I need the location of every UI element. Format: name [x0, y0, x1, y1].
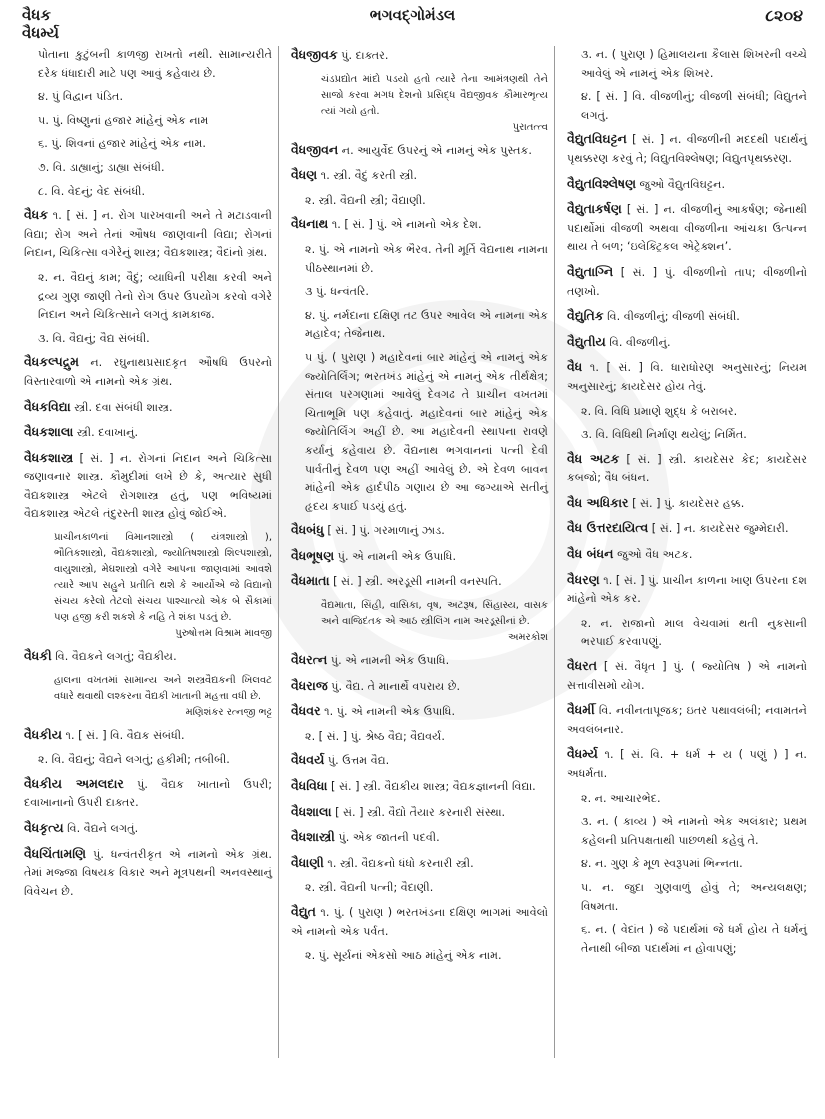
dictionary-entry: [24, 353, 272, 391]
entry-definition: વિ. વીજળીનું.: [609, 335, 671, 349]
dictionary-entry: [567, 358, 807, 396]
dictionary-entry: [567, 519, 807, 539]
entry-headword: વૈધકી: [24, 648, 52, 664]
entry-headword: વૈધચિંતામણિ: [24, 845, 87, 861]
entry-sense: ૭. વિ. ડાહ્યાનું; ડાહ્યા સંબંધી.: [38, 160, 165, 174]
entry-headword: વૈદ્યુતવિશ્લેષણ: [567, 175, 636, 191]
entry-headword: વૈધવર્ય: [291, 752, 325, 768]
entry-definition: [ સં. ] સ્ત્રી. અરડૂસી નામની વનસ્પતિ.: [333, 575, 502, 589]
entry-headword: વૈધ ઉત્તરદાયિત્વ: [567, 520, 649, 536]
entry-headword: વૈધ અટક: [567, 450, 620, 466]
entry-headword: વૈધરાજ: [291, 677, 328, 693]
quotation-text: વૈદ્યમાતા, સિંહી, વાસિકા, વૃષ, અટરૂષ, સિંહાસ્ય, વાસક અને વાજિદંતક એ આઠ સ્ત્રીલિંગ નામ અરડૂસીનાં છે.: [321, 600, 548, 628]
dictionary-entry: [567, 175, 807, 195]
dictionary-entry: [567, 130, 807, 168]
entry-definition: પું. એ નામની એક ઉપાધિ.: [330, 654, 450, 668]
entry-definition: વિ. વૈદ્યકને લગતું; વૈદ્યકીય.: [55, 650, 177, 664]
dictionary-entry: [567, 571, 807, 609]
entry-headword: વૈધશાસ્ત્રી: [291, 829, 335, 845]
entry-sense: ૨. સ્ત્રી. વૈદ્યની સ્ત્રી; વૈદ્યાણી.: [305, 193, 426, 207]
entry-definition: [ સં. ] સ્ત્રી. વૈદ્યકીય શાસ્ત્ર; વૈદ્યકજ્ઞાનની વિદ્યા.: [331, 780, 536, 794]
entry-sense: ૨. વિ. વિધિ પ્રમાણે શુદ્ધ કે બરાબર.: [581, 404, 738, 418]
dictionary-entry: [567, 745, 807, 783]
entry-sense: ૪. પું વિદ્વાન પંડિત.: [38, 90, 123, 104]
entry-definition: ૧. [ સં. વિ. + ધર્મ + ય ( પણું ) ] ન. અધર્મતા.: [567, 748, 807, 780]
entry-headword: વૈધ બંધન: [567, 546, 614, 562]
entry-headword: વૈદ્યુતાકર્ષણ: [567, 201, 622, 217]
entry-sense: ૩. ન. ( પુરાણ ) હિમાલયના કૈલાસ શિખરની વચ્ચે આવેલું એ નામનું એક શિખર.: [581, 48, 807, 80]
entry-sense: ૪. ન. ગુણ કે મૂળ સ્વરૂપમાં ભિન્નતા.: [581, 857, 743, 871]
entry-definition: [ સં. ] સ્ત્રી. કાયદેસર કેદ; કાયદેસર કબજો; વૈધ બંધન.: [567, 452, 807, 485]
first-headword: વૈધક: [22, 6, 51, 24]
usage-quotation: [24, 530, 272, 642]
entry-definition: ૧. [ સં. ] વિ. ધારાધોરણ અનુસારનું; નિયમ અનુસારનું; કાયદેસર હોય તેવું.: [567, 361, 807, 393]
entry-sense: ૩. ન. ( કાવ્ય ) એ નામનો એક અલંકાર; પ્રથમ કહેલની પ્રતિપક્ષતાથી પાછળથી કહેવું તે.: [581, 815, 807, 847]
entry-definition: [ સં. ] ન. રોગનાં નિદાન અને ચિકિત્સા જણાવનાર શાસ્ત્ર. કૌમુદીમાં લખે છે કે, અત્યાર સુધી વૈદ્યકશાસ્ત્ર એટલે રોગશાસ્ત્ર હતું, પણ ભવિષ્યમાં વૈદ્યકશાસ્ત્ર એટલે તંદુરસ્તી શાસ્ત્ર હોવું જોઈએ.: [24, 451, 272, 521]
entry-definition: [ સં. ] પું. વીજળીનો તાપ; વીજળીનો તણખો.: [567, 265, 808, 298]
dictionary-entry: [291, 141, 548, 161]
entry-sense: ૨. ન. આચારભેદ.: [581, 791, 661, 805]
entry-headword: વૈદ્યુત: [291, 904, 316, 919]
entry-definition: [ સં. ] ન. કાયદેસર જુમ્મેદારી.: [651, 522, 789, 536]
entry-definition: પું. વૈદ્ય. તે માનાર્થે વપરાય છે.: [331, 679, 461, 693]
quotation-source: પુરાતત્ત્વ: [512, 121, 548, 133]
quotation-text: હાલના વખતમાં સામાન્ય અને શસ્ત્રવૈદ્યકની ખિલવટ વધારે થવાથી લશ્કરના વૈદ્યકી ખાતાની મહત્તા વધી છે.: [54, 674, 272, 702]
entry-sense: ૫. ન. જુદા ગુણવાળું હોવું તે; અન્યલક્ષણ; વિષમતા.: [581, 880, 807, 913]
entry-headword: વૈધભૂષણ: [291, 547, 335, 563]
entry-sense: ૬. ન. ( વેદાંત ) જે પદાર્થમાં જે ધર્મ હોય તે ધર્મનું તેનાથી બીજા પદાર્થમાં ન હોવાપણું;: [581, 923, 807, 955]
entry-definition: [ સં. ] સ્ત્રી. વૈદ્યો તૈયાર કરનારી સંસ્થા.: [335, 805, 506, 819]
dictionary-entry: [567, 701, 807, 739]
entry-definition: ૧. સ્ત્રી. વૈદું કરતી સ્ત્રી.: [320, 169, 418, 183]
dictionary-entry: [567, 657, 807, 695]
dictionary-entry: [24, 449, 272, 524]
entry-headword: વૈધશાલા: [291, 803, 332, 819]
entry-definition: [ સં. ] પું. ગરમાળાનું ઝાડ.: [327, 524, 445, 538]
entry-definition: ૧. પું. ( પુરાણ ) ભરતખંડના દક્ષિણ ભાગમાં આવેલો એ નામનો એક પર્વત.: [291, 906, 548, 938]
dictionary-entry: [24, 845, 272, 902]
entry-headword: વૈધજીવન: [291, 141, 339, 157]
entry-sense: ૨. ન. રાજાનો માલ વેચવામાં થતી નુકસાની ભરપાઈ કરવાપણું.: [581, 616, 807, 649]
entry-sense: ૫. પું. વિષ્ણુનાં હજાર માંહેનું એક નામ: [38, 113, 209, 127]
entry-sense: ૪. [ સં. ] વિ. વીજળીનું; વીજળી સંબંધી; વિદ્યુતને લગતું.: [581, 90, 807, 122]
entry-sense: ૬. પું. શિવનાં હજાર માંહેનું એક નામ.: [38, 137, 206, 151]
dictionary-entry: [567, 450, 807, 488]
dictionary-columns: [18, 46, 813, 1058]
entry-sense: ૫ પું. ( પુરાણ ) મહાદેવનાં બાર માંહેનું એ નામનું એક જ્યોતિર્લિંગ; ભરતખંડ માંહેનું એ નામનું એક તીર્થક્ષેત્ર; સંતાલ પરગણામાં આવેલું દેવગઢ તે પ્રાચીન વખતમાં ચિતાભૂમિ પણ કહેવાતું. મહાદેવનાં બાર માંહેનું એક જ્યોતિર્લિંગ અહીં છે. આ મહાદેવની સ્થાપના રાવણે કર્યાનું કહેવાય છે. વૈદ્યનાથ ભગવાનનાં પત્ની દેવી પાર્વતીનું દેવળ પણ અહીં આવેલું છે. એ દેવળ બાવન માંહેની એક હાર્દપીઠ ગણાય છે આ જગ્યાએ સતીનું હૃદય કપાઈ પડયું હતું.: [305, 350, 548, 513]
entry-headword: વૈધરણ: [567, 571, 600, 587]
entry-headword: વૈધક: [24, 207, 49, 223]
entry-definition: પું. દાક્તર.: [341, 49, 389, 62]
entry-headword: વૈધાણી: [291, 854, 324, 870]
dictionary-entry: [567, 263, 807, 301]
entry-sense: ૪. પું. નર્મદાના દક્ષિણ તટ ઉપર આવેલ એ નામના એક મહાદેવ; તેજેનાથ.: [305, 308, 548, 341]
dictionary-entry: [24, 726, 272, 746]
entry-definition: [ સં. વૈધૃત ] પું. ( જ્યોતિષ ) એ નામનો સત્તાવીસમો યોગ.: [567, 660, 807, 692]
entry-headword: વૈધર્મી: [567, 702, 595, 718]
entry-headword: વૈધકશાસ્ત્ર: [24, 449, 74, 465]
entry-definition: પું. એ નામની એક ઉપાધિ.: [337, 549, 457, 563]
entry-headword: વૈદ્યુતિક: [567, 308, 604, 324]
entry-headword: વૈધકૃત્ય: [24, 820, 64, 836]
dictionary-entry: [24, 775, 272, 813]
dictionary-entry: [291, 803, 548, 823]
entry-sense: ૨. સ્ત્રી. વૈદ્યની પત્ની; વૈદાણી.: [305, 881, 434, 895]
entry-definition: ૧. [ સં. ] પું. પ્રાચીન કાળના ખાણ ઉપરના દશ માંહેનો એક કર.: [567, 573, 807, 606]
page-number: ૮૨૦૪: [765, 6, 803, 25]
dictionary-entry: [291, 46, 548, 66]
entry-definition: પું. ઉત્તમ વૈદ્ય.: [327, 754, 390, 768]
entry-definition: પું. એક જાતની પદવી.: [338, 831, 440, 845]
dictionary-entry: [291, 702, 548, 722]
entry-headword: વૈધવિધા: [291, 778, 328, 794]
entry-sense: ૩ પું. ધન્વંતરિ.: [305, 285, 369, 299]
entry-headword: વૈધરત્ન: [291, 652, 328, 668]
entry-definition: પું. ધન્વંતરીકૃત એ નામનો એક ગ્રંથ. તેમાં મજ્જા વિષયક વિકાર અને મૂત્રપથની અનવસ્થાનું વિવેચન છે.: [24, 847, 272, 898]
entry-definition: સ્ત્રી. દવા સંબંધી શાસ્ત્ર.: [74, 400, 173, 414]
entry-definition: વિ. વૈદ્યને લગતું.: [67, 822, 139, 836]
dictionary-entry: [567, 307, 807, 327]
entry-sense: ૮. વિ. વેદનું; વેદ સંબંધી.: [38, 184, 146, 198]
entry-headword: વૈદ્યુતવિઘટ્ટન: [567, 131, 627, 147]
quotation-text: પ્રાચીનકાળનાં વિમાનશાસ્ત્રો ( યંત્રશાસ્ત્રો ), ભૌતિકશાસ્ત્રો, વૈદ્યકશાસ્ત્રો, જ્યોતિષશાસ્ત્રો શિલ્પશાસ્ત્રો, વાયુશાસ્ત્રો, મેઘશાસ્ત્રો વગેરે આપના જાણવામાં આવશે ત્યારે આપ સહુને પ્રતીતિ થશે કે આર્યોએ જે વિદ્યાનો સંચય કરેલો તેટલો સંચય પાશ્ચાત્યો એક બે સૈકામાં પણ હજી કરી શકશે કે નહિ તે શંકા પડતું છે.: [54, 532, 272, 624]
entry-headword: વૈધણ: [291, 167, 318, 183]
dictionary-entry: [24, 819, 272, 839]
dictionary-entry: [567, 333, 807, 353]
continued-definition: પોતાના કુટુંબની કાળજી રાખતો નથી. સામાન્યરીતે દરેક ધંધાદારી માટે પણ આવું કહેવાય છે.: [38, 48, 272, 80]
entry-definition: [ સં. ] ન. વીજળીનું આકર્ષણ; જેનાથી પદાર્થોમાં વીજળી અથવા વીજળીના આંચકા ઉત્પન્ન થાય તે બળ; ‘ઇલેક્ટ્રિકલ એટ્રેક્શન’.: [567, 203, 808, 254]
dictionary-entry: [24, 206, 272, 263]
entry-definition: વિ. નવીનતાપૂજક; ઇતર પથાવલંબી; નવામતને અવલંબનાર.: [567, 704, 807, 736]
entry-headword: વૈધકીય: [24, 726, 62, 742]
dictionary-entry: [291, 828, 548, 848]
last-headword: વૈધર્મ્ય: [22, 24, 60, 42]
entry-definition: પું. વૈદ્યક ખાતાનો ઉપરી; દવાખાનાનો ઉપરી દાક્તર.: [24, 777, 272, 810]
dictionary-entry: [291, 521, 548, 541]
entry-sense: ૩. વિ. વિધિથી નિર્માણ થયેલું; નિર્મિત.: [581, 428, 747, 442]
entry-definition: ન. આયુર્વેદ ઉપરનું એ નામનું એક પુસ્તક.: [341, 143, 532, 157]
entry-definition: જુઓ વૈધ અટક.: [617, 548, 693, 562]
column-3: [554, 46, 813, 1058]
dictionary-entry: [24, 423, 272, 443]
page-header: [0, 0, 825, 48]
dictionary-entry: [291, 677, 548, 697]
entry-definition: ૧. [ સં. ] ન. રોગ પારખવાની અને તે મટાડવાની વિદ્યા; રોગ અને તેનાં ઔષધ જાણવાની વિદ્યા; રોગનાં નિદાન, ચિકિત્સા વગેરેનું શાસ્ત્ર; વૈદ્યકશાસ્ત્ર; વૈદાંનો ગ્રંથ.: [24, 209, 272, 260]
entry-headword: વૈધકશાલા: [24, 424, 74, 440]
entry-headword: વૈધવર: [291, 703, 321, 719]
dictionary-entry: [24, 398, 272, 418]
entry-sense: ૨. વિ. વૈદ્યનું; વૈદ્યને લગતું; હકીમી; તબીબી.: [38, 753, 230, 767]
entry-headword: વૈધબંધુ: [291, 522, 324, 538]
entry-definition: ૧. [ સં. ] પું. એ નામનો એક દેશ.: [331, 218, 482, 232]
dictionary-entry: [291, 572, 548, 592]
column-2: [278, 46, 554, 1058]
usage-quotation: [291, 598, 548, 646]
entry-definition: ૧. સ્ત્રી. વૈદ્યકનો ધંધો કરનારી સ્ત્રી.: [327, 856, 474, 870]
entry-sense: ૨. પું. એ નામનો એક ભૈરવ. તેની મૂર્તિ વૈદ્યનાથ નામના પીઠસ્થાનમાં છે.: [305, 242, 548, 275]
quotation-source: મણિશંકર રત્નજી ભટ્ટ: [185, 706, 272, 718]
entry-definition: ન. રઘુનાથપ્રસાદકૃત ઔષધિ ઉપરનો વિસ્તારવાળો એ નામનો એક ગ્રંથ.: [24, 356, 272, 388]
dictionary-entry: [291, 215, 548, 235]
entry-headword: વૈધર્મ્ય: [567, 746, 598, 762]
dictionary-entry: [291, 547, 548, 567]
entry-headword: વૈધજીવક: [291, 47, 338, 62]
column-1: [18, 46, 278, 1058]
entry-headword: વૈદ્યુતાગ્નિ: [567, 263, 614, 279]
dictionary-entry: [291, 903, 548, 941]
dictionary-entry: [291, 166, 548, 186]
entry-headword: વૈધ: [567, 359, 583, 375]
dictionary-entry: [567, 494, 807, 514]
entry-headword: વૈધકલ્પદ્રુમ: [24, 354, 79, 370]
entry-definition: વિ. વીજળીનું; વીજળી સંબંધી.: [607, 310, 740, 324]
entry-headword: વૈધ અધિકાર: [567, 494, 629, 510]
dictionary-entry: [291, 777, 548, 797]
dictionary-entry: [291, 751, 548, 771]
entry-definition: સ્ત્રી. દવાખાનું.: [76, 426, 139, 440]
entry-sense: ૨. ન. વૈદ્યનું કામ; વૈદું; વ્યાધિની પરીક્ષા કરવી અને દ્રવ્ય ગુણ જાણી તેનો રોગ ઉપર ઉપયોગ કરવો વગેરે નિદાન અને ચિકિત્સાને લગતું કામકાજ.: [38, 270, 272, 322]
entry-definition: [ સં. ] ન. વીજળીની મદદથી પદાર્થનું પૃથક્કરણ કરવું તે; વિદ્યુતવિશ્લેષણ; વિદ્યુતપૃથક્કરણ.: [567, 133, 807, 165]
entry-definition: ૧. [ સં. ] વિ. વૈદ્યક સંબંધી.: [65, 728, 185, 742]
usage-quotation: [291, 72, 548, 136]
entry-headword: વૈધરત: [567, 658, 598, 674]
entry-definition: ૧. પું. એ નામની એક ઉપાધિ.: [324, 705, 456, 719]
usage-quotation: [24, 673, 272, 721]
entry-sense: ૩. વિ. વૈદ્યનું; વૈદ્ય સંબંધી.: [38, 331, 150, 345]
dictionary-entry: [24, 647, 272, 667]
page-title: ભગવદ્ગોમંડલ: [369, 6, 456, 24]
entry-headword: વૈદ્યુતીય: [567, 333, 606, 349]
dictionary-entry: [291, 651, 548, 671]
dictionary-entry: [291, 854, 548, 874]
quotation-text: ચંડપ્રદ્યોત માંદો પડયો હતો ત્યારે તેના આમંત્રણથી તેને સાજો કરવા મગધ દેશનો પ્રસિદ્ધ વૈદ્યજીવક કૌમારભૃત્ય ત્યાં ગયો હતો.: [321, 73, 548, 117]
entry-headword: વૈધકવિદ્યા: [24, 398, 71, 414]
dictionary-entry: [567, 200, 807, 257]
entry-headword: વૈધમાતા: [291, 573, 330, 589]
entry-sense: ૨. પું. સૂર્યનાં એકસો આઠ માંહેનું એક નામ.: [305, 949, 502, 963]
entry-definition: [ સં. ] પું. કાયદેસર હક્ક.: [632, 496, 745, 510]
entry-headword: વૈધનાથ: [291, 216, 329, 232]
dictionary-entry: [567, 545, 807, 565]
entry-headword: વૈધકીય અમલદાર: [24, 775, 124, 791]
entry-definition: જુઓ વૈદ્યુતવિઘટ્ટન.: [639, 177, 725, 191]
entry-sense: ૨. [ સં. ] પું. શ્રેષ્ઠ વૈદ્ય; વૈદ્યવર્ય.: [305, 729, 445, 743]
quotation-source: અમરકોશ: [507, 632, 548, 644]
quotation-source: પુરુષોત્તમ વિશ્રામ માવજી: [175, 628, 272, 640]
